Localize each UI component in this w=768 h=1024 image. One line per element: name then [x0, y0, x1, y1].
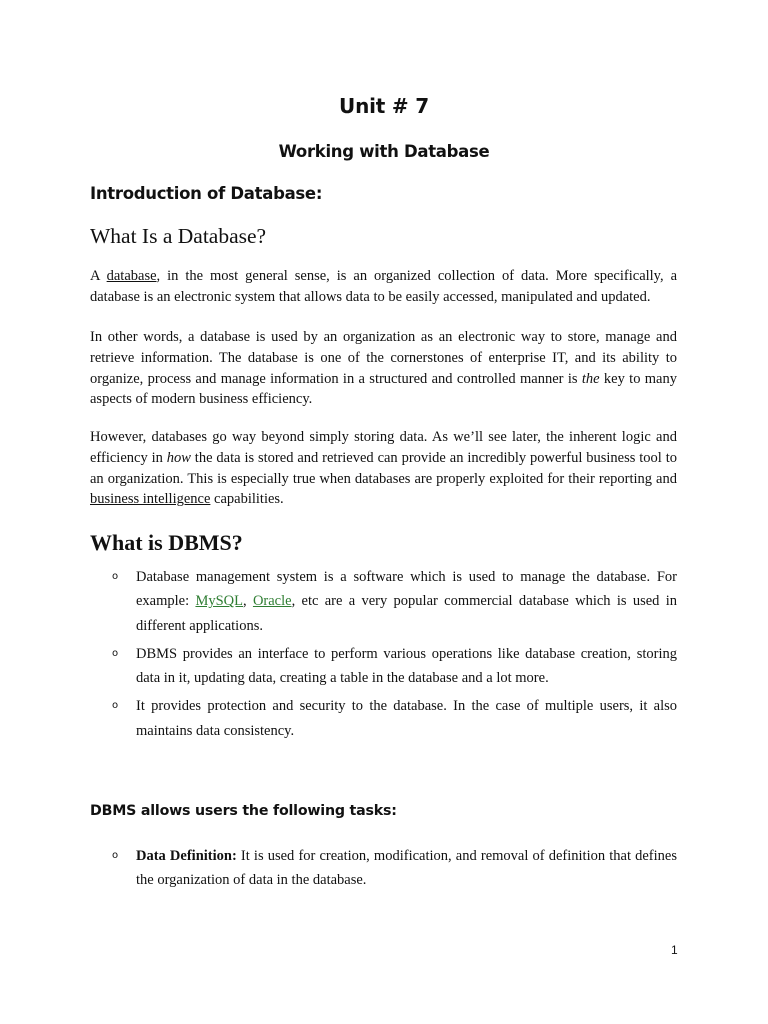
list-item-text: It is used for creation, modification, and removal of definition that defines the organization of data in the database.	[136, 848, 677, 889]
paragraph-text: the data is stored and retrieved can provide an incredibly powerful business tool to an organization. This is especially true when databases are properly exploited for their reporting and	[90, 449, 677, 487]
emphasis-text: how	[166, 449, 191, 466]
list-item	[112, 694, 677, 743]
database-link[interactable]: database	[106, 268, 157, 284]
list-item	[112, 642, 677, 691]
database-paragraph-3	[90, 427, 677, 510]
paragraph-text: , in the most general sense, is an organized collection of data. More specifically, a database is an electronic system that allows data to be easily accessed, manipulated and updated.	[90, 268, 678, 305]
bullet-marker: o	[112, 647, 119, 659]
page-number: 1	[671, 943, 678, 957]
term-label: Data Definition:	[136, 848, 237, 864]
business-intelligence-link[interactable]: business intelligence	[90, 491, 211, 508]
paragraph-text: However, databases go way beyond simply storing data. As we’ll see later, the inherent logic and efficiency in	[90, 429, 677, 466]
list-item-text: , etc are a very popular commercial database which is used in different applications.	[136, 593, 677, 634]
paragraph-text: capabilities.	[210, 491, 284, 508]
tasks-bullet-list	[112, 844, 677, 893]
paragraph-text: In other words, a database is used by an organization as an electronic way to store, manage and retrieve information. The database is one of the cornerstones of enterprise IT, and its ability to organize, process and manage information in a structured and controlled manner is	[90, 329, 677, 387]
database-heading: What Is a Database?	[90, 224, 267, 248]
bullet-marker: o	[112, 700, 119, 712]
paragraph-text: A	[90, 268, 107, 284]
tasks-heading: DBMS allows users the following tasks:	[90, 803, 397, 819]
list-item	[112, 565, 677, 638]
paragraph-text: key to many aspects of modern business efficiency.	[90, 370, 677, 408]
dbms-heading: What is DBMS?	[90, 530, 243, 555]
oracle-link[interactable]: Oracle	[252, 593, 292, 610]
list-item-text: DBMS provides an interface to perform various operations like database creation, storing data in it, updating data, creating a table in the database and a lot more.	[136, 645, 677, 687]
database-paragraph-2	[90, 327, 677, 410]
bullet-marker: o	[112, 850, 119, 861]
dbms-bullet-list	[112, 565, 677, 743]
list-item-text: Database management system is a software which is used to manage the database. For example:	[136, 569, 677, 610]
intro-heading: Introduction of Database:	[90, 184, 323, 203]
list-item-text: ,	[243, 593, 253, 610]
list-item-text: It provides protection and security to the database. In the case of multiple users, it also maintains data consistency.	[136, 698, 677, 739]
unit-title: Unit # 7	[339, 94, 429, 118]
database-paragraph-1	[90, 266, 677, 308]
list-item	[112, 844, 677, 893]
bullet-marker: o	[112, 571, 119, 582]
emphasis-text: the	[581, 370, 600, 387]
mysql-link[interactable]: MySQL	[195, 593, 243, 610]
page-subtitle: Working with Database	[278, 142, 490, 161]
